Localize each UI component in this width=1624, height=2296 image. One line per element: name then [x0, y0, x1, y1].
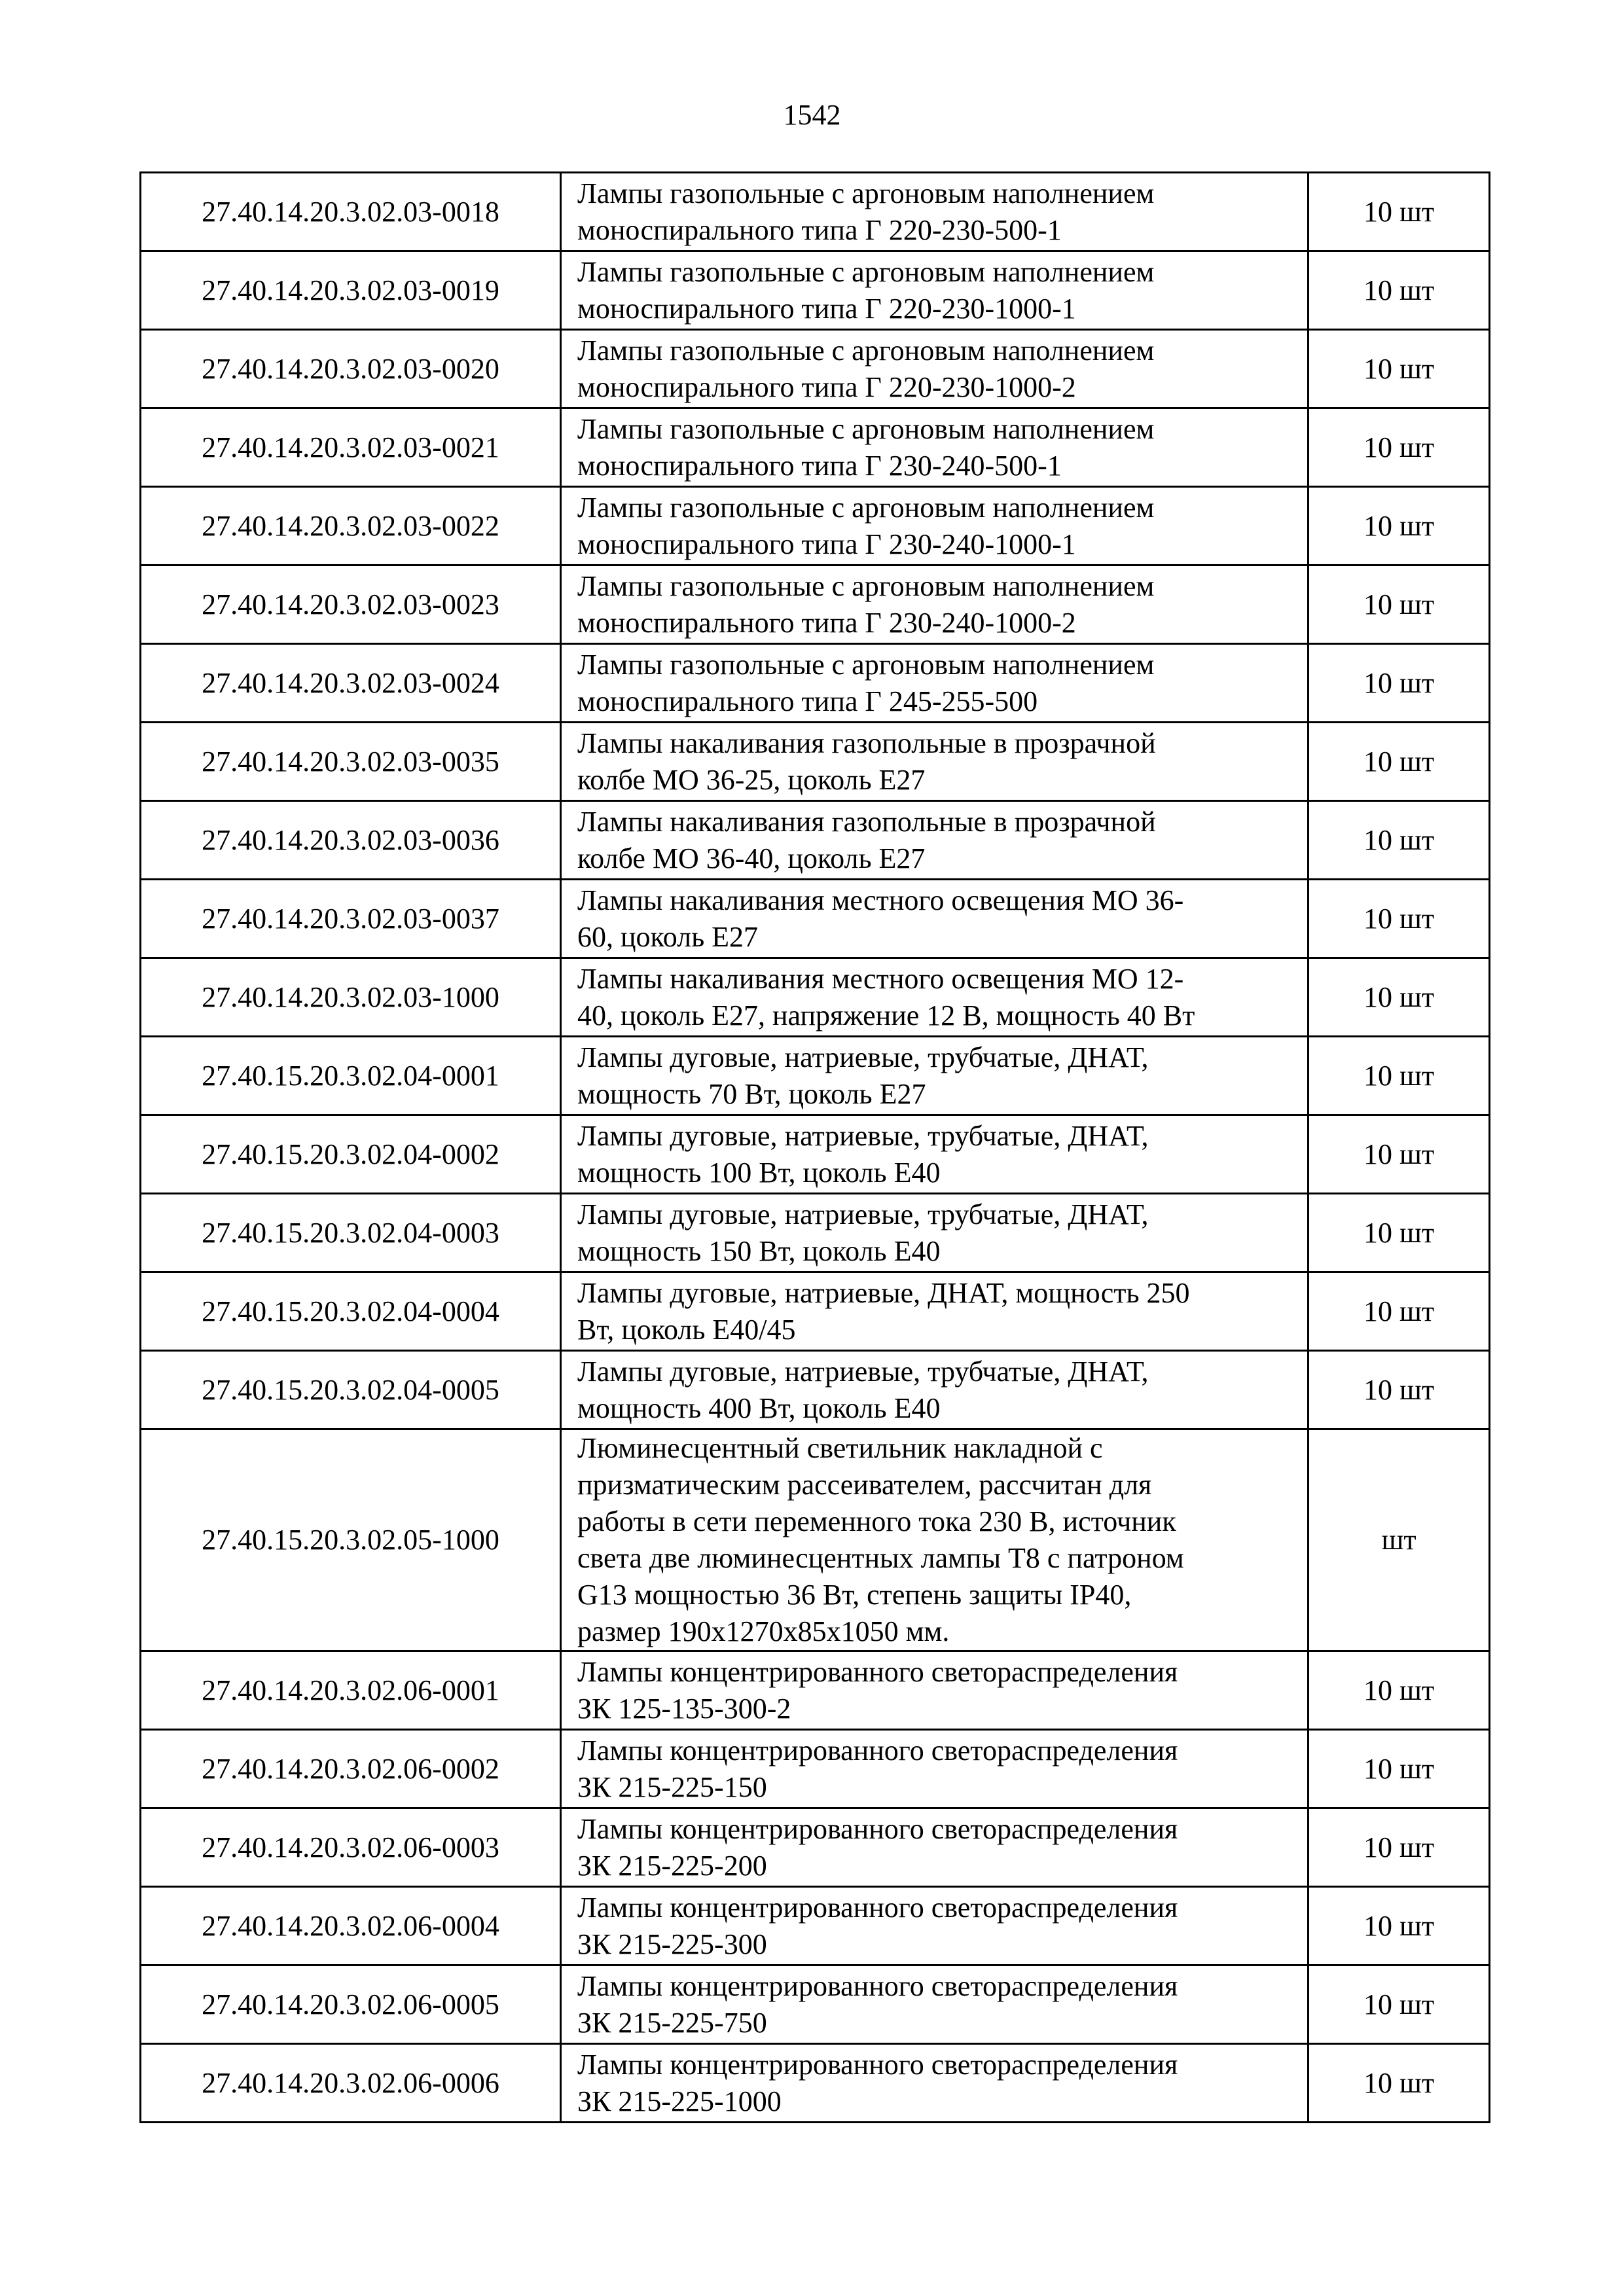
resource-name-line: мощность 400 Вт, цоколь Е40: [577, 1391, 941, 1424]
table-row: [141, 330, 1490, 408]
resource-name: [561, 487, 1308, 565]
table-row: [141, 644, 1490, 723]
resource-code: 27.40.14.20.3.02.06-0003: [141, 1808, 561, 1887]
resource-name-line: Лампы накаливания местного освещения МО 36-: [577, 884, 1184, 916]
unit-of-measure: 10 шт: [1308, 1651, 1490, 1730]
table-row: [141, 1808, 1490, 1887]
table-row: [141, 487, 1490, 565]
table-row: [141, 880, 1490, 958]
table-row: [141, 1115, 1490, 1194]
resource-name-line: Лампы газопольные с аргоновым наполнением: [577, 491, 1155, 524]
resource-code: 27.40.14.20.3.02.06-0004: [141, 1887, 561, 1965]
unit-of-measure: 10 шт: [1308, 1272, 1490, 1351]
resource-code: 27.40.15.20.3.02.04-0002: [141, 1115, 561, 1194]
table-row: [141, 801, 1490, 880]
resource-name-line: моноспирального типа Г 230-240-1000-1: [577, 528, 1076, 560]
resource-name-line: света две люминесцентных лампы Т8 с патроном: [577, 1542, 1184, 1574]
table-row: [141, 1351, 1490, 1429]
table-body: [141, 173, 1490, 2123]
resource-name-line: Лампы накаливания газопольные в прозрачной: [577, 805, 1156, 838]
unit-of-measure: 10 шт: [1308, 1194, 1490, 1272]
resource-code: 27.40.15.20.3.02.04-0001: [141, 1037, 561, 1115]
resource-name-line: Лампы дуговые, натриевые, ДНАТ, мощность 250: [577, 1276, 1190, 1309]
unit-of-measure: 10 шт: [1308, 1730, 1490, 1808]
resource-code: 27.40.14.20.3.02.03-0036: [141, 801, 561, 880]
unit-of-measure: 10 шт: [1308, 1115, 1490, 1194]
unit-of-measure: шт: [1308, 1429, 1490, 1651]
resource-code: 27.40.14.20.3.02.03-0023: [141, 565, 561, 644]
resource-name-line: ЗК 215-225-200: [577, 1849, 767, 1882]
resource-name-line: G13 мощностью 36 Вт, степень защиты IP40,: [577, 1579, 1132, 1611]
resource-name-line: ЗК 215-225-1000: [577, 2085, 782, 2117]
unit-of-measure: 10 шт: [1308, 2044, 1490, 2123]
unit-of-measure: 10 шт: [1308, 1887, 1490, 1965]
resource-name: [561, 1037, 1308, 1115]
table-row: [141, 173, 1490, 251]
table-row: [141, 1194, 1490, 1272]
table-row: [141, 251, 1490, 330]
resource-code: 27.40.14.20.3.02.03-0021: [141, 408, 561, 487]
resource-name-line: Лампы газопольные с аргоновым наполнением: [577, 177, 1155, 209]
resource-code: 27.40.14.20.3.02.03-0024: [141, 644, 561, 723]
resource-name-line: Лампы газопольные с аргоновым наполнением: [577, 412, 1155, 445]
table-row: [141, 958, 1490, 1037]
resource-code: 27.40.14.20.3.02.03-0019: [141, 251, 561, 330]
resource-code: 27.40.14.20.3.02.06-0001: [141, 1651, 561, 1730]
unit-of-measure: 10 шт: [1308, 173, 1490, 251]
unit-of-measure: 10 шт: [1308, 801, 1490, 880]
unit-of-measure: 10 шт: [1308, 1351, 1490, 1429]
resource-name-line: Лампы концентрированного светораспределения: [577, 1891, 1178, 1924]
resource-code: 27.40.14.20.3.02.03-0037: [141, 880, 561, 958]
resource-name-line: Лампы дуговые, натриевые, трубчатые, ДНАТ,: [577, 1041, 1149, 1073]
resource-name-line: моноспирального типа Г 220-230-500-1: [577, 213, 1062, 246]
resource-name-line: ЗК 125-135-300-2: [577, 1692, 791, 1725]
resource-name-line: Лампы накаливания газопольные в прозрачной: [577, 726, 1156, 759]
resource-name-line: призматическим рассеивателем, рассчитан для: [577, 1469, 1152, 1501]
resource-name-line: Лампы газопольные с аргоновым наполнением: [577, 648, 1155, 681]
resource-code: 27.40.14.20.3.02.03-0018: [141, 173, 561, 251]
resource-name: [561, 1965, 1308, 2044]
resource-name: [561, 2044, 1308, 2123]
resource-code: 27.40.15.20.3.02.04-0005: [141, 1351, 561, 1429]
resource-name-line: мощность 70 Вт, цоколь Е27: [577, 1077, 926, 1110]
resource-code: 27.40.14.20.3.02.03-0020: [141, 330, 561, 408]
table-row: [141, 723, 1490, 801]
table-row: [141, 1429, 1490, 1651]
resource-name: [561, 801, 1308, 880]
resource-name-line: Лампы газопольные с аргоновым наполнением: [577, 255, 1155, 288]
resource-name-line: моноспирального типа Г 230-240-500-1: [577, 449, 1062, 482]
resource-name: [561, 1730, 1308, 1808]
resource-name: [561, 1351, 1308, 1429]
resource-name-line: Лампы концентрированного светораспределения: [577, 1655, 1178, 1688]
resource-code: 27.40.15.20.3.02.04-0003: [141, 1194, 561, 1272]
resource-name: [561, 251, 1308, 330]
resource-name-line: Лампы накаливания местного освещения МО 12-: [577, 962, 1184, 995]
resource-name-line: Вт, цоколь Е40/45: [577, 1313, 796, 1346]
unit-of-measure: 10 шт: [1308, 251, 1490, 330]
resource-name-line: ЗК 215-225-150: [577, 1770, 767, 1803]
table-row: [141, 1965, 1490, 2044]
resource-name-line: колбе МО 36-25, цоколь Е27: [577, 763, 926, 796]
resource-name-line: Лампы концентрированного светораспределения: [577, 1969, 1178, 2002]
resource-name: [561, 1651, 1308, 1730]
resource-name: [561, 1115, 1308, 1194]
resource-name-line: Лампы газопольные с аргоновым наполнением: [577, 569, 1155, 602]
unit-of-measure: 10 шт: [1308, 644, 1490, 723]
resource-name-line: работы в сети переменного тока 230 В, источник: [577, 1505, 1176, 1537]
resource-name: [561, 173, 1308, 251]
resource-name-line: 40, цоколь Е27, напряжение 12 В, мощность 40 Вт: [577, 999, 1195, 1031]
resource-name-line: ЗК 215-225-750: [577, 2006, 767, 2039]
unit-of-measure: 10 шт: [1308, 723, 1490, 801]
resource-code: 27.40.14.20.3.02.03-0035: [141, 723, 561, 801]
resource-name-line: размер 190х1270х85х1050 мм.: [577, 1615, 950, 1647]
resource-name-line: Лампы концентрированного светораспределения: [577, 1734, 1178, 1767]
resource-name-line: Лампы дуговые, натриевые, трубчатые, ДНАТ,: [577, 1119, 1149, 1152]
resource-name: [561, 1194, 1308, 1272]
resource-name-line: моноспирального типа Г 220-230-1000-2: [577, 370, 1076, 403]
unit-of-measure: 10 шт: [1308, 1808, 1490, 1887]
resource-name: [561, 408, 1308, 487]
table-row: [141, 1651, 1490, 1730]
unit-of-measure: 10 шт: [1308, 487, 1490, 565]
resource-name-line: ЗК 215-225-300: [577, 1928, 767, 1960]
unit-of-measure: 10 шт: [1308, 880, 1490, 958]
resource-name: [561, 1808, 1308, 1887]
resource-name-line: мощность 100 Вт, цоколь Е40: [577, 1156, 941, 1189]
resource-code: 27.40.14.20.3.02.06-0005: [141, 1965, 561, 2044]
resource-name-line: моноспирального типа Г 220-230-1000-1: [577, 292, 1076, 325]
resource-code: 27.40.15.20.3.02.04-0004: [141, 1272, 561, 1351]
resource-name: [561, 958, 1308, 1037]
resource-name: [561, 880, 1308, 958]
resource-name-line: 60, цоколь Е27: [577, 920, 759, 953]
resource-code: 27.40.14.20.3.02.06-0006: [141, 2044, 561, 2123]
table-row: [141, 565, 1490, 644]
resource-code: 27.40.14.20.3.02.03-1000: [141, 958, 561, 1037]
resource-code: 27.40.14.20.3.02.06-0002: [141, 1730, 561, 1808]
resource-name: [561, 1887, 1308, 1965]
resource-code: 27.40.14.20.3.02.03-0022: [141, 487, 561, 565]
unit-of-measure: 10 шт: [1308, 1965, 1490, 2044]
resource-name: [561, 723, 1308, 801]
resource-name-line: Лампы дуговые, натриевые, трубчатые, ДНАТ,: [577, 1198, 1149, 1230]
resource-name-line: колбе МО 36-40, цоколь Е27: [577, 842, 926, 874]
page-number: 1542: [783, 99, 841, 131]
resource-name-line: Лампы концентрированного светораспределения: [577, 1812, 1178, 1845]
table-row: [141, 2044, 1490, 2123]
resource-name-line: моноспирального типа Г 230-240-1000-2: [577, 606, 1076, 639]
unit-of-measure: 10 шт: [1308, 1037, 1490, 1115]
table-row: [141, 1037, 1490, 1115]
unit-of-measure: 10 шт: [1308, 408, 1490, 487]
resource-name-line: Лампы концентрированного светораспределения: [577, 2048, 1178, 2081]
resource-code: 27.40.15.20.3.02.05-1000: [141, 1429, 561, 1651]
resource-name-line: Люминесцентный светильник накладной с: [577, 1432, 1103, 1464]
resource-name-line: моноспирального типа Г 245-255-500: [577, 685, 1038, 717]
table-row: [141, 408, 1490, 487]
unit-of-measure: 10 шт: [1308, 958, 1490, 1037]
table-row: [141, 1272, 1490, 1351]
resource-table: [139, 171, 1490, 2123]
unit-of-measure: 10 шт: [1308, 565, 1490, 644]
resource-name: [561, 644, 1308, 723]
table-row: [141, 1887, 1490, 1965]
resource-name: [561, 1272, 1308, 1351]
resource-name: [561, 1429, 1308, 1651]
resource-name-line: мощность 150 Вт, цоколь Е40: [577, 1234, 941, 1267]
resource-name: [561, 330, 1308, 408]
unit-of-measure: 10 шт: [1308, 330, 1490, 408]
resource-name-line: Лампы газопольные с аргоновым наполнением: [577, 334, 1155, 367]
resource-name-line: Лампы дуговые, натриевые, трубчатые, ДНАТ,: [577, 1355, 1149, 1388]
table-row: [141, 1730, 1490, 1808]
resource-name: [561, 565, 1308, 644]
